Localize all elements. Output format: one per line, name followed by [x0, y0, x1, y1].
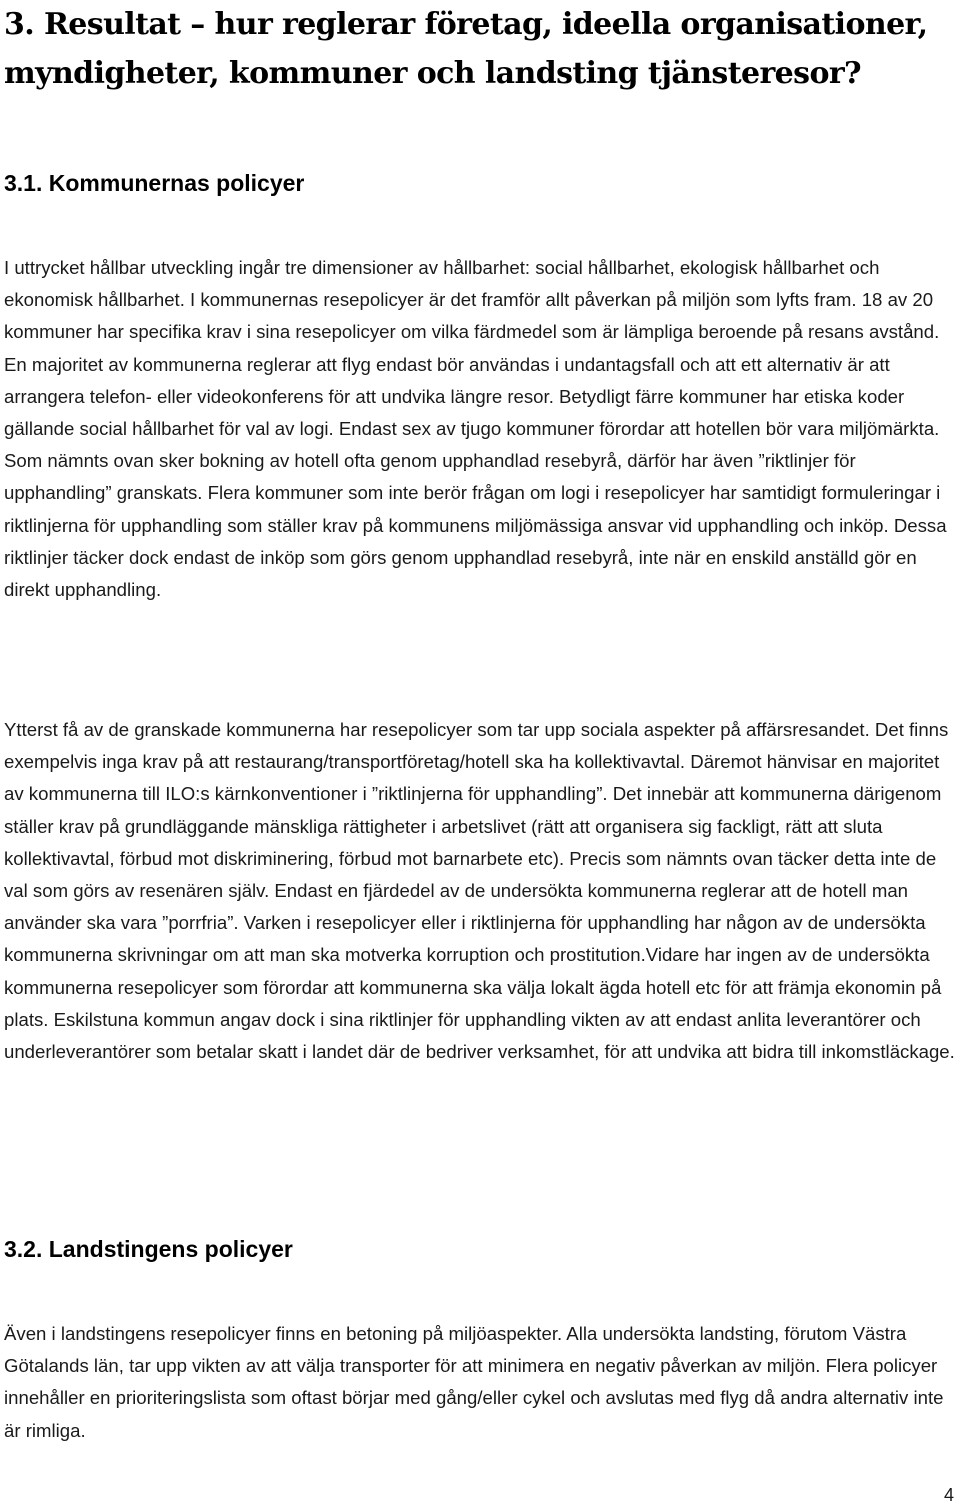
paragraph-landsting-1: Även i landstingens resepolicyer finns en betoning på miljöaspekter. Alla undersökta landsting, förutom Västra Götalands län, tar upp vikten av att välja transporter för att minimera en negativ påverkan av miljön. Flera policyer innehåller en prioriteringslista som oftast börjar med gång/eller cykel och avslutas med flyg då andra alternativ inte är rimliga. [4, 1323, 944, 1441]
paragraph-kommuner-2: Ytterst få av de granskade kommunerna har resepolicyer som tar upp sociala aspekter på affärsresandet. Det finns exempelvis inga krav på att restaurang/transportföretag/hotell ska ha kollektivavtal. Däremot hänvisar en majoritet av kommunerna till ILO:s kärnkonventioner i ”riktlinjerna för upphandling”. Det innebär att kommunerna därigenom ställer krav på grundläggande mänskliga rättigheter i arbetslivet (rätt att organisera sig fackligt, rätt att sluta kollektivavtal, förbud mot diskriminering, förbud mot barnarbete etc). Precis som nämnts ovan täcker detta inte de val som görs av resenären själv. Endast en fjärdedel av de undersökta kommunerna reglerar att de hotell man använder ska vara ”porrfria”. Varken i resepolicyer eller i riktlinjerna för upphandling har någon av de undersökta kommunerna skrivningar om att man ska motverka korruption och prostitution.Vidare har ingen av de undersökta kommunerna resepolicyer som förordar att kommunerna ska välja lokalt ägda hotell etc för att främja ekonomin på plats. Eskilstuna kommun angav dock i sina riktlinjer för upphandling vikten av att endast anlita leverantörer och underleverantörer som betalar skatt i landet där de bedriver verksamhet, för att undvika att bidra till inkomstläckage. [4, 719, 955, 1063]
paragraph-kommuner-1: I uttrycket hållbar utveckling ingår tre dimensioner av hållbarhet: social hållbarhet, ekologisk hållbarhet och ekonomisk hållbarhet. I kommunernas resepolicyer är det framför allt påverkan på miljön som lyfts fram. 18 av 20 kommuner har specifika krav i sina resepolicyer om vilka färdmedel som är lämpliga beroende på resans avstånd. En majoritet av kommunerna reglerar att flyg endast bör användas i undantagsfall och att ett alternativ är att arrangera telefon- eller videokonferens för att undvika längre resor. Betydligt färre kommuner har etiska koder gällande social hållbarhet för val av logi. Endast sex av tjugo kommuner förordar att hotellen bör vara miljömärkta. Som nämnts ovan sker bokning av hotell ofta genom upphandlad resebyrå, därför har även ”riktlinjer för upphandling” granskats. Flera kommuner som inte berör frågan om logi i resepolicyer har samtidigt formuleringar i riktlinjerna för upphandling som ställer krav på kommunens miljömässiga ansvar vid upphandling och inköp. Dessa riktlinjer täcker dock endast de inköp som görs genom upphandlad resebyrå, inte när en enskild anställd gör en direkt upphandling. [4, 257, 947, 601]
document-heading: 3. Resultat – hur reglerar företag, ideella organisationer, myndigheter, kommuner och landsting tjänsteresor? [4, 7, 928, 91]
section-title-kommuner: 3.1. Kommunernas policyer [4, 170, 305, 196]
page-number: 4 [943, 1485, 954, 1505]
section-title-landsting: 3.2. Landstingens policyer [4, 1236, 293, 1262]
